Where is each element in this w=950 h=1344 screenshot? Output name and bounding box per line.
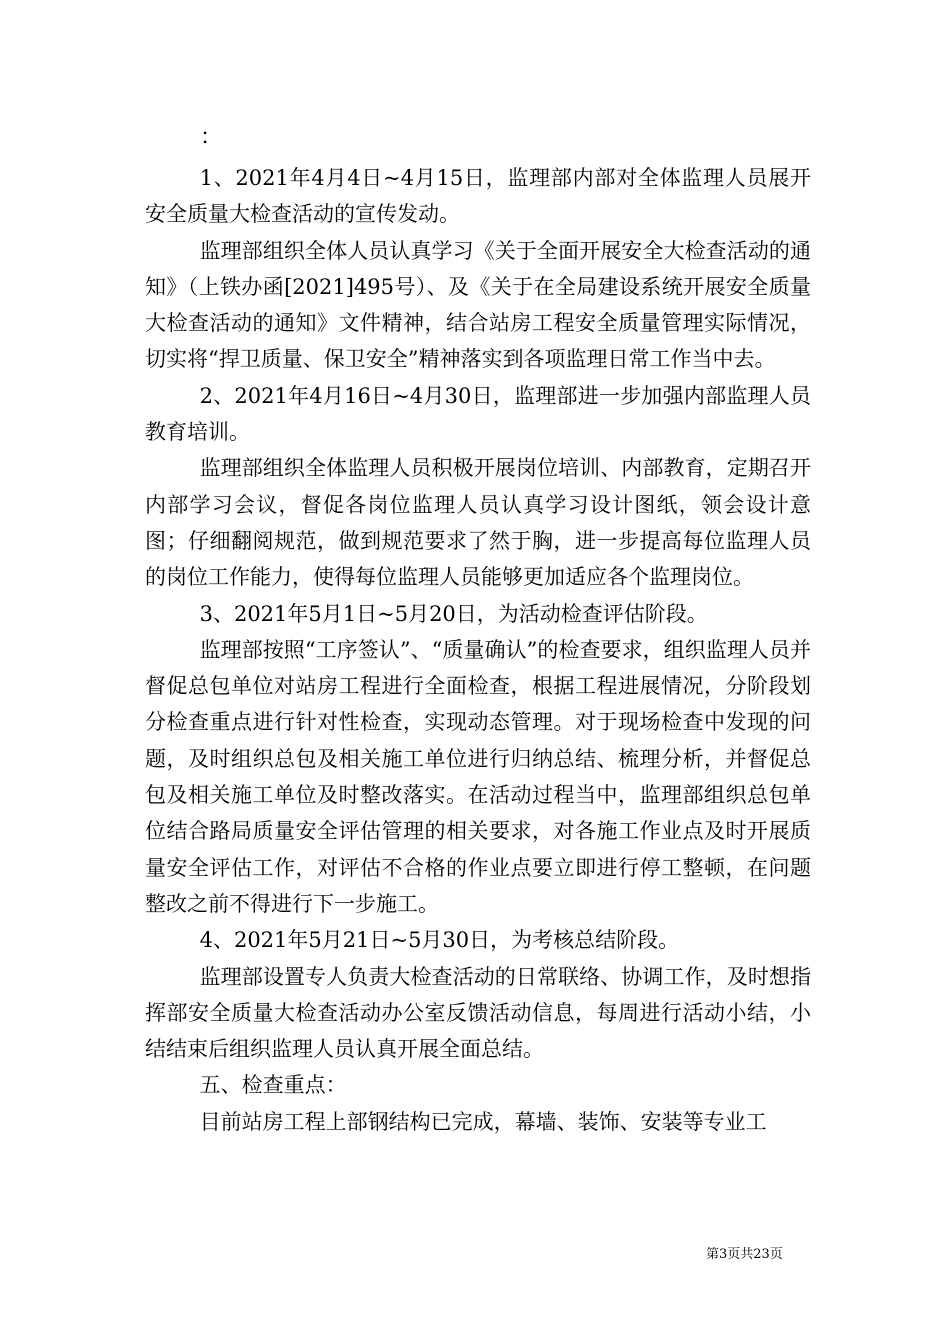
paragraph-phase-2: 2、2021年4月16日~4月30日，监理部进一步加强内部监理人员教育培训。 [145, 383, 811, 445]
paragraph-phase-1-detail: 监理部组织全体人员认真学习《关于全面开展安全大检查活动的通知》（上铁办函[2021]495号）、及《关于在全局建设系统开展安全质量大检查活动的通知》文件精神，结合站房工程安全质量管理实际情况，切实将“捍卫质量、保卫安全”精神落实到各项监理日常工作当中去。 [145, 238, 811, 372]
paragraph-phase-2-detail: 监理部组织全体监理人员积极开展岗位培训、内部教育，定期召开内部学习会议，督促各岗位监理人员认真学习设计图纸，领会设计意图；仔细翻阅规范，做到规范要求了然于胸，进一步提高每位监理人员的岗位工作能力，使得每位监理人员能够更加适应各个监理岗位。 [145, 456, 811, 590]
paragraph-phase-4: 4、2021年5月21日~5月30日，为考核总结阶段。 [199, 928, 680, 953]
document-body [145, 160, 811, 1140]
leading-colon: ： [200, 125, 223, 150]
section-heading-inspection-focus: 五、检查重点： [199, 1073, 347, 1098]
paragraph-phase-4-detail: 监理部设置专人负责大检查活动的日常联络、协调工作，及时想指挥部安全质量大检查活动办公室反馈活动信息，每周进行活动小结，小结结束后组织监理人员认真开展全面总结。 [145, 964, 811, 1062]
paragraph-phase-3-detail: 监理部按照“工序签认”、“质量确认”的检查要求，组织监理人员并督促总包单位对站房工程进行全面检查，根据工程进展情况，分阶段划分检查重点进行针对性检查，实现动态管理。对于现场检查中发现的问题，及时组织总包及相关施工单位进行归纳总结、梳理分析，并督促总包及相关施工单位及时整改落实。在活动过程当中，监理部组织总包单位结合路局质量安全评估管理的相关要求，对各施工作业点及时开展质量安全评估工作，对评估不合格的作业点要立即进行停工整顿，在问题整改之前不得进行下一步施工。 [145, 637, 811, 916]
paragraph-inspection-focus: 目前站房工程上部钢结构已完成，幕墙、装饰、安装等专业工 [199, 1109, 767, 1134]
paragraph-phase-3: 3、2021年5月1日~5月20日，为活动检查评估阶段。 [199, 601, 708, 626]
paragraph-phase-1: 1、2021年4月4日~4月15日，监理部内部对全体监理人员展开安全质量大检查活动的宣传发动。 [145, 166, 811, 227]
page-number-footer: 第3页共23页 [706, 1247, 783, 1262]
